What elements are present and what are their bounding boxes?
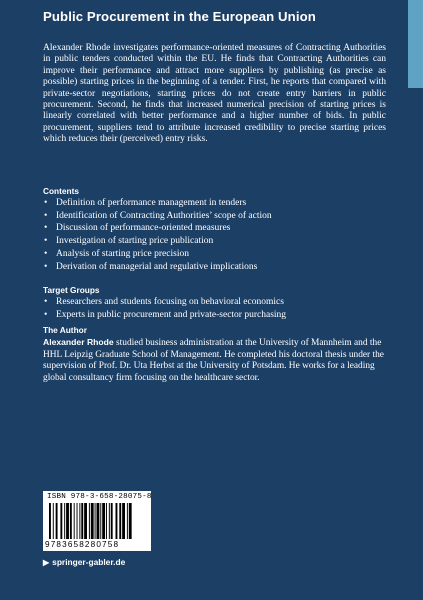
barcode-bar [111, 503, 113, 539]
contents-heading: Contents [43, 186, 79, 196]
target-groups-list [43, 296, 286, 321]
barcode-bar [106, 503, 107, 539]
barcode-bar [89, 503, 90, 539]
contents-item: • Definition of performance management in tenders [43, 197, 272, 210]
barcode-bar [66, 503, 69, 539]
barcode-bar [109, 503, 110, 539]
barcode-bar [91, 503, 94, 539]
website-label: springer-gabler.de [52, 557, 126, 567]
publisher-website[interactable] [43, 557, 125, 567]
barcode-bar [129, 503, 132, 539]
barcode-bar [127, 503, 128, 539]
book-blurb: Alexander Rhode investigates performance-oriented measures of Contracting Authorities in public tenders conducted within the EU. He finds that Contracting Authorities can improve their performance and attract more suppliers by publishing (as precise as possible) starting prices in the beginning of a tender. First, he reports that compared with private-sector negotiations, starting prices do not create entry barriers in public procurement. Second, he finds that increased numerical precision of starting prices is linearly correlated with better performance and a higher number of bids. In public procurement, suppliers tend to attribute increased credibility to precise starting prices which reduces their (perceived) entry risks. [43, 43, 386, 145]
contents-list [43, 197, 272, 273]
barcode-bar [97, 503, 100, 539]
barcode-bar [95, 503, 96, 539]
contents-item: • Analysis of starting price precision [43, 248, 272, 261]
barcode-bar [53, 503, 54, 539]
ean-digits: 9783658280758 [45, 540, 120, 549]
contents-item: • Identification of Contracting Authorities’ scope of action [43, 210, 272, 223]
barcode-bar [100, 503, 101, 539]
barcode-bar [77, 503, 78, 539]
barcode-bar [60, 503, 62, 539]
contents-item: • Discussion of performance-oriented measures [43, 222, 272, 235]
barcode-bar [116, 503, 118, 539]
author-bio-text: studied business administration at the University of Mannheim and the HHL Leipzig Graduate School of Management. He completed his doctoral thesis under the supervision of Prof. Dr. Uta Herbst at the University of Potsdam. He works for a leading global consultancy firm focusing on the healthcare sector. [43, 338, 384, 383]
barcode-bar [64, 503, 65, 539]
barcode-bar [119, 503, 121, 539]
barcode-bar [49, 503, 51, 539]
barcode-bar [70, 503, 72, 539]
author-name: Alexander Rhode [43, 337, 114, 347]
barcode-bar [79, 503, 80, 539]
contents-item: • Investigation of starting price publication [43, 235, 272, 248]
arrow-right-icon: ▶ [43, 558, 50, 567]
barcode-bar [81, 503, 83, 539]
barcode [43, 491, 151, 551]
target-group-item: • Experts in public procurement and private-sector purchasing [43, 309, 286, 322]
book-title: Public Procurement in the European Union [43, 9, 316, 24]
barcode-bar [74, 503, 75, 539]
author-bio [43, 337, 388, 384]
spine-accent-strip [408, 0, 423, 88]
barcode-bar [56, 503, 58, 539]
barcode-bar [122, 503, 125, 539]
isbn-label: ISBN 978-3-658-28075-8 [47, 493, 152, 501]
target-group-item: • Researchers and students focusing on behavioral economics [43, 296, 286, 309]
contents-item: • Derivation of managerial and regulative implications [43, 261, 272, 274]
barcode-bars [49, 503, 145, 543]
target-groups-heading: Target Groups [43, 285, 100, 295]
author-heading: The Author [43, 325, 87, 335]
barcode-bar [84, 503, 87, 539]
barcode-bar [102, 503, 105, 539]
